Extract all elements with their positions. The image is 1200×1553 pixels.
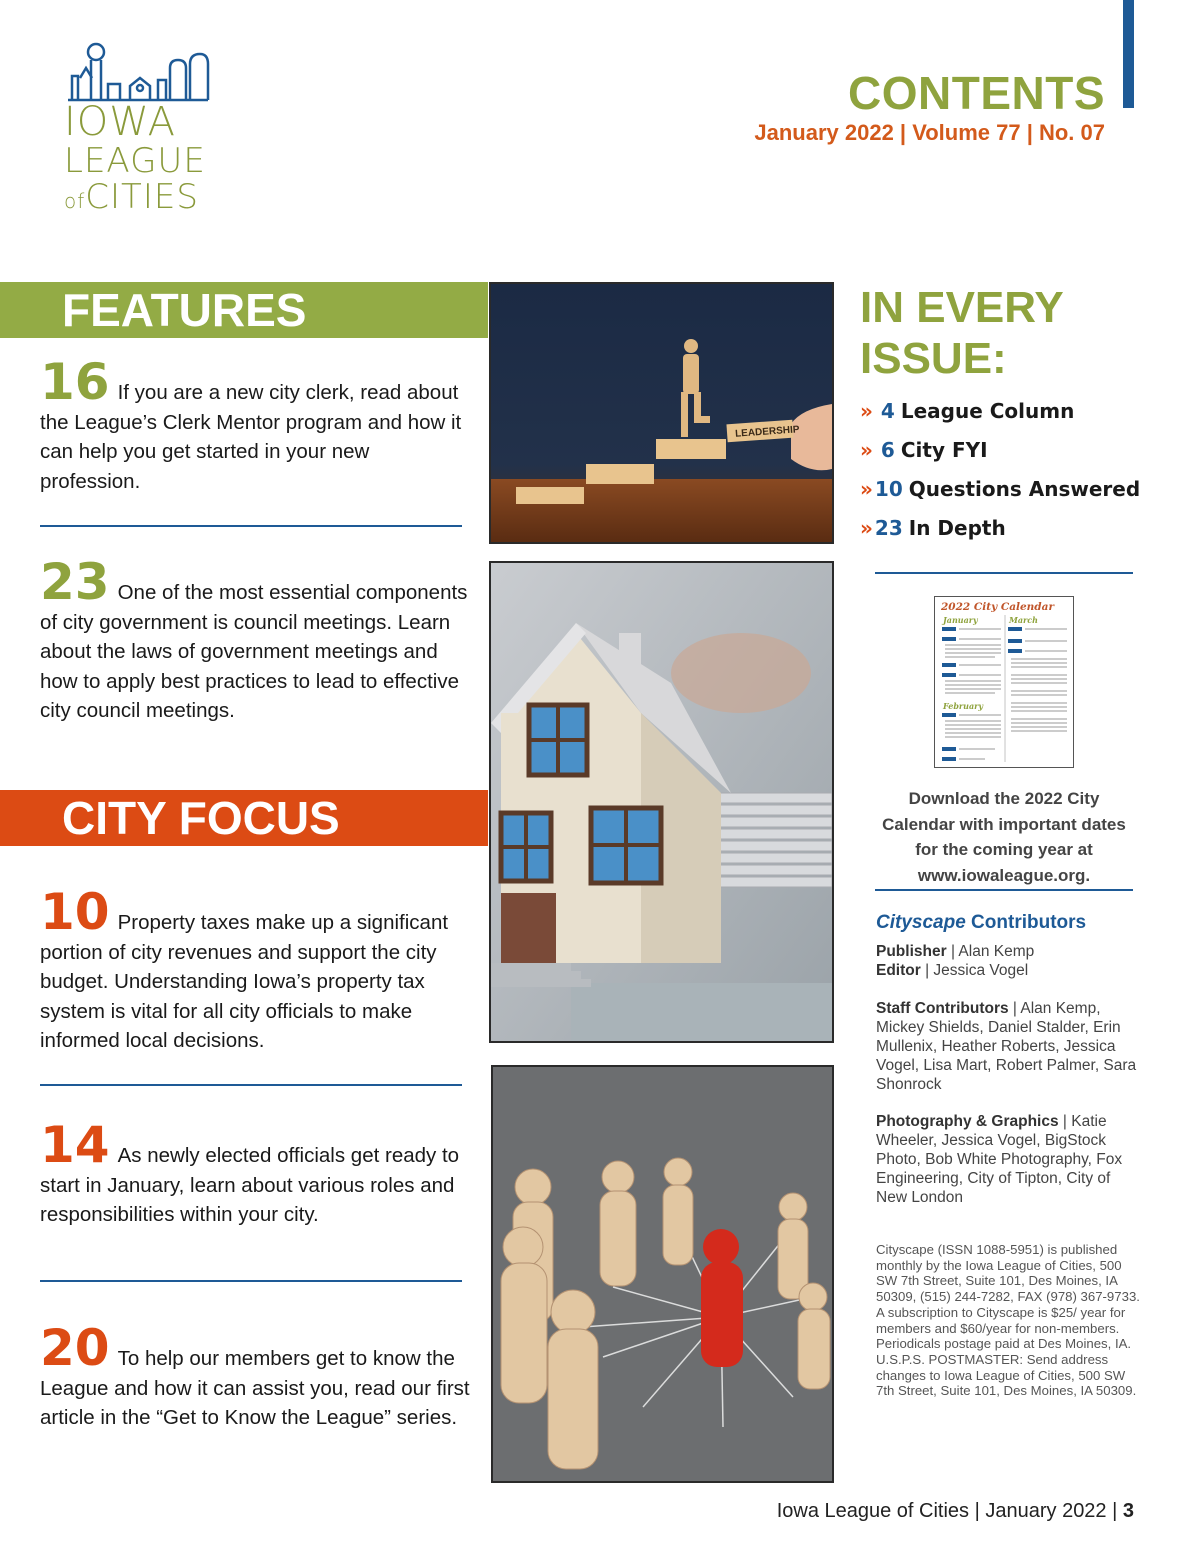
contents-title: CONTENTS (848, 67, 1105, 119)
iowa-league-logo (58, 40, 218, 220)
contributors-heading-rest: Contributors (965, 912, 1087, 933)
item-page: 23 (874, 516, 903, 540)
item-label: In Depth (908, 516, 1006, 540)
list-item[interactable] (860, 433, 1140, 472)
item-page: 6 (880, 438, 895, 462)
contributors-heading (876, 912, 1086, 934)
publisher-line (876, 942, 1156, 961)
logo-cities: CITIES (85, 177, 199, 217)
house-photo (489, 561, 834, 1043)
issue-info: January 2022 | Volume 77 | No. 07 (754, 120, 1105, 145)
list-item[interactable] (860, 472, 1140, 511)
article-summary: If you are a new city clerk, read about the League’s Clerk Mentor program and how it can help you get started in your new profession. (40, 381, 462, 493)
top-accent-bar (1123, 0, 1134, 108)
photography-credits (876, 1112, 1138, 1207)
publisher-label: Publisher (876, 943, 947, 960)
item-page: 10 (874, 477, 903, 501)
feature-article-23[interactable] (40, 553, 470, 726)
article-page-number: 16 (40, 353, 110, 411)
calendar-title: 2022 City Calendar (941, 601, 1054, 613)
page-number: 3 (1122, 1500, 1134, 1522)
features-banner (0, 282, 488, 338)
divider (40, 525, 462, 527)
article-page-number: 20 (40, 1319, 110, 1377)
divider (40, 1280, 462, 1282)
city-focus-article-14[interactable] (40, 1116, 470, 1230)
leadership-photo (489, 282, 834, 544)
in-every-issue-list (860, 394, 1140, 550)
list-item[interactable] (860, 511, 1140, 550)
skyline-icon (58, 40, 218, 102)
calendar-thumbnail[interactable] (934, 596, 1074, 768)
publisher-name: | Alan Kemp (946, 943, 1035, 960)
calendar-month: February (943, 701, 984, 711)
city-focus-article-10[interactable] (40, 883, 470, 1056)
in-every-issue-title (860, 282, 1064, 384)
logo-iowa: IOWA (64, 99, 177, 145)
article-page-number: 23 (40, 553, 110, 611)
item-label: Questions Answered (908, 477, 1141, 501)
network-figures-photo (491, 1065, 834, 1483)
publication-fine-print: Cityscape (ISSN 1088-5951) is published monthly by the Iowa League of Cities, 500 SW 7th Street, Suite 101, Des Moines, IA 50309, (515) 244-7282, FAX (978) 367-9733. A subscription to Cityscape is $25/ year for members and $60/year for non-members. Periodicals postage paid at Des Moines, IA. U.S.P.S. POSTMASTER: Send address changes to Iowa League of Cities, 500 SW 7th Street, Suite 101, Des Moines, IA 50309. (876, 1242, 1140, 1399)
editor-label: Editor (876, 962, 921, 979)
calendar-month: January (943, 615, 978, 625)
in-every-issue-title-line2: ISSUE: (860, 334, 1007, 383)
editor-line (876, 961, 1156, 980)
chevron-icon: » (860, 399, 873, 423)
article-summary: As newly elected officials get ready to start in January, learn about various roles and responsibilities within your city. (40, 1144, 460, 1226)
divider (40, 1084, 462, 1086)
city-focus-article-20[interactable] (40, 1319, 470, 1433)
chevron-icon: » (860, 477, 873, 501)
calendar-lines-graphic (935, 597, 1073, 767)
staff-label: Staff Contributors (876, 1000, 1009, 1017)
calendar-download-text: Download the 2022 City Calendar with important dates for the coming year at www.iowaleague.org. (882, 789, 1126, 885)
article-page-number: 10 (40, 883, 110, 941)
chevron-icon: » (860, 516, 873, 540)
item-label: City FYI (900, 438, 988, 462)
chevron-icon: » (860, 438, 873, 462)
leadership-block-label: LEADERSHIP (734, 424, 800, 440)
city-focus-banner (0, 790, 488, 846)
logo-of-cities (64, 177, 214, 218)
page-footer (777, 1500, 1134, 1523)
staff-names: | Alan Kemp, Mickey Shields, Daniel Stalder, Erin Mullenix, Heather Roberts, Jessica Vogel, Lisa Mart, Robert Palmer, Sara Shonrock (876, 1000, 1137, 1093)
article-page-number: 14 (40, 1116, 110, 1174)
staff-contributors (876, 999, 1144, 1094)
logo-of: of (64, 189, 86, 213)
item-page: 4 (880, 399, 895, 423)
photography-label: Photography & Graphics (876, 1113, 1059, 1130)
calendar-month: March (1009, 615, 1038, 625)
in-every-issue-title-line1: IN EVERY (860, 283, 1064, 332)
article-summary: Property taxes make up a significant portion of city revenues and support the city budget. Understanding Iowa’s property tax system is vital for all city officials to make informed local decisions. (40, 911, 449, 1052)
photography-names: | Katie Wheeler, Jessica Vogel, BigStock Photo, Bob White Photography, Fox Engineering, City of Tipton, City of New London (876, 1113, 1123, 1206)
logo-league: LEAGUE (64, 141, 206, 181)
list-item[interactable] (860, 394, 1140, 433)
divider (875, 572, 1133, 574)
article-summary: To help our members get to know the League and how it can assist you, read our first article in the “Get to Know the League” series. (40, 1347, 470, 1429)
feature-article-16[interactable] (40, 353, 470, 496)
article-summary: One of the most essential components of city government is council meetings. Learn about the laws of government meetings and how to apply best practices to lead to effective city council meetings. (40, 581, 468, 722)
item-label: League Column (900, 399, 1075, 423)
contributors-heading-italic: Cityscape (876, 912, 966, 933)
city-focus-banner-label: CITY FOCUS (62, 792, 340, 844)
editor-name: | Jessica Vogel (920, 962, 1029, 979)
features-banner-label: FEATURES (62, 284, 307, 336)
footer-text: Iowa League of Cities | January 2022 | (776, 1500, 1123, 1522)
divider (875, 889, 1133, 891)
